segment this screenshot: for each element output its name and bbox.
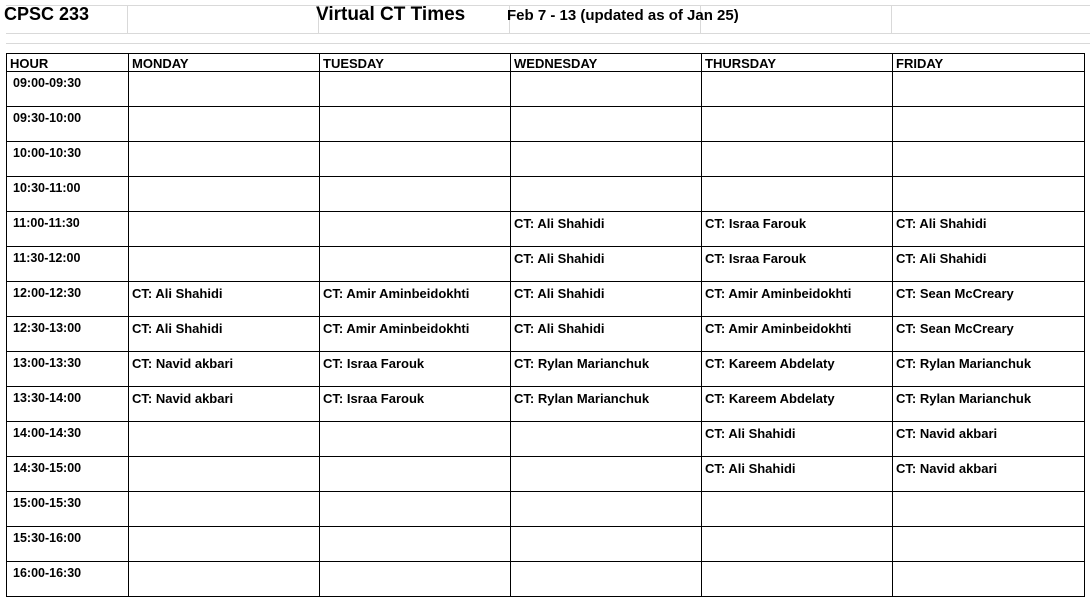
table-row	[7, 107, 1085, 142]
cell-tuesday[interactable]	[320, 107, 511, 142]
cell-thursday[interactable]	[702, 492, 893, 527]
cell-tuesday[interactable]	[320, 212, 511, 247]
cell-tuesday[interactable]	[320, 72, 511, 107]
cell-friday[interactable]: CT: Rylan Marianchuk	[893, 387, 1085, 422]
table-row	[7, 527, 1085, 562]
hour-cell[interactable]: 12:30-13:00	[7, 317, 129, 352]
cell-monday[interactable]: CT: Ali Shahidi	[129, 317, 320, 352]
date-range: Feb 7 - 13 (updated as of Jan 25)	[507, 7, 739, 24]
cell-thursday[interactable]	[702, 177, 893, 212]
cell-tuesday[interactable]	[320, 527, 511, 562]
table-row	[7, 142, 1085, 177]
column-header-hour[interactable]: HOUR	[7, 54, 129, 72]
cell-wednesday[interactable]	[511, 107, 702, 142]
table-row	[7, 282, 1085, 317]
cell-monday[interactable]: CT: Navid akbari	[129, 387, 320, 422]
hour-cell[interactable]: 13:00-13:30	[7, 352, 129, 387]
column-header-wednesday[interactable]: WEDNESDAY	[511, 54, 702, 72]
cell-tuesday[interactable]	[320, 562, 511, 597]
table-row	[7, 212, 1085, 247]
table-row	[7, 492, 1085, 527]
cell-thursday[interactable]	[702, 72, 893, 107]
cell-monday[interactable]	[129, 527, 320, 562]
cell-monday[interactable]	[129, 107, 320, 142]
cell-tuesday[interactable]	[320, 247, 511, 282]
cell-thursday[interactable]	[702, 107, 893, 142]
cell-tuesday[interactable]	[320, 177, 511, 212]
cell-tuesday[interactable]: CT: Amir Aminbeidokhti	[320, 282, 511, 317]
hour-cell[interactable]: 11:30-12:00	[7, 247, 129, 282]
cell-thursday[interactable]	[702, 562, 893, 597]
cell-wednesday[interactable]	[511, 527, 702, 562]
hour-cell[interactable]: 16:00-16:30	[7, 562, 129, 597]
grid-line	[6, 33, 1090, 34]
hour-cell[interactable]: 09:00-09:30	[7, 72, 129, 107]
column-header-thursday[interactable]: THURSDAY	[702, 54, 893, 72]
cell-wednesday[interactable]: CT: Ali Shahidi	[511, 317, 702, 352]
cell-tuesday[interactable]	[320, 457, 511, 492]
cell-wednesday[interactable]	[511, 422, 702, 457]
table-row	[7, 562, 1085, 597]
hour-cell[interactable]: 15:00-15:30	[7, 492, 129, 527]
cell-thursday[interactable]	[702, 527, 893, 562]
table-row	[7, 247, 1085, 282]
table-row	[7, 457, 1085, 492]
page-title: Virtual CT Times	[316, 4, 466, 25]
cell-friday[interactable]	[893, 177, 1085, 212]
cell-thursday[interactable]: CT: Amir Aminbeidokhti	[702, 282, 893, 317]
cell-thursday[interactable]: CT: Ali Shahidi	[702, 422, 893, 457]
cell-wednesday[interactable]	[511, 457, 702, 492]
cell-tuesday[interactable]: CT: Israa Farouk	[320, 387, 511, 422]
cell-monday[interactable]	[129, 422, 320, 457]
cell-monday[interactable]: CT: Navid akbari	[129, 352, 320, 387]
hour-cell[interactable]: 09:30-10:00	[7, 107, 129, 142]
cell-thursday[interactable]: CT: Israa Farouk	[702, 247, 893, 282]
title-cell-f[interactable]	[892, 6, 1090, 34]
cell-wednesday[interactable]	[511, 177, 702, 212]
table-row	[7, 177, 1085, 212]
title-cell-b[interactable]	[128, 6, 319, 34]
cell-wednesday[interactable]: CT: Ali Shahidi	[511, 212, 702, 247]
course-code: CPSC 233	[4, 4, 90, 24]
hour-cell[interactable]: 14:00-14:30	[7, 422, 129, 457]
cell-friday[interactable]: CT: Ali Shahidi	[893, 247, 1085, 282]
cell-tuesday[interactable]	[320, 492, 511, 527]
hour-cell[interactable]: 10:30-11:00	[7, 177, 129, 212]
cell-friday[interactable]	[893, 562, 1085, 597]
table-row	[7, 387, 1085, 422]
hour-cell[interactable]: 11:00-11:30	[7, 212, 129, 247]
cell-wednesday[interactable]: CT: Rylan Marianchuk	[511, 352, 702, 387]
grid-line	[6, 43, 1090, 44]
cell-friday[interactable]: CT: Navid akbari	[893, 457, 1085, 492]
column-header-monday[interactable]: MONDAY	[129, 54, 320, 72]
cell-friday[interactable]: CT: Sean McCreary	[893, 317, 1085, 352]
cell-monday[interactable]	[129, 457, 320, 492]
cell-monday[interactable]	[129, 142, 320, 177]
cell-wednesday[interactable]	[511, 142, 702, 177]
cell-friday[interactable]: CT: Sean McCreary	[893, 282, 1085, 317]
cell-friday[interactable]	[893, 527, 1085, 562]
header-row	[7, 54, 1085, 72]
cell-thursday[interactable]: CT: Kareem Abdelaty	[702, 387, 893, 422]
cell-thursday[interactable]: CT: Kareem Abdelaty	[702, 352, 893, 387]
cell-wednesday[interactable]	[511, 562, 702, 597]
cell-tuesday[interactable]: CT: Israa Farouk	[320, 352, 511, 387]
cell-wednesday[interactable]	[511, 492, 702, 527]
cell-wednesday[interactable]: CT: Ali Shahidi	[511, 247, 702, 282]
cell-tuesday[interactable]	[320, 142, 511, 177]
table-row	[7, 72, 1085, 107]
cell-friday[interactable]	[893, 72, 1085, 107]
cell-friday[interactable]	[893, 107, 1085, 142]
schedule-table	[6, 53, 1085, 597]
hour-cell[interactable]: 13:30-14:00	[7, 387, 129, 422]
cell-thursday[interactable]: CT: Israa Farouk	[702, 212, 893, 247]
hour-cell[interactable]: 14:30-15:00	[7, 457, 129, 492]
cell-friday[interactable]: CT: Navid akbari	[893, 422, 1085, 457]
cell-monday[interactable]	[129, 177, 320, 212]
cell-tuesday[interactable]	[320, 422, 511, 457]
cell-monday[interactable]: CT: Ali Shahidi	[129, 282, 320, 317]
cell-friday[interactable]	[893, 142, 1085, 177]
cell-monday[interactable]	[129, 247, 320, 282]
cell-monday[interactable]	[129, 492, 320, 527]
cell-thursday[interactable]: CT: Ali Shahidi	[702, 457, 893, 492]
hour-cell[interactable]: 15:30-16:00	[7, 527, 129, 562]
column-header-friday[interactable]: FRIDAY	[893, 54, 1085, 72]
cell-friday[interactable]: CT: Rylan Marianchuk	[893, 352, 1085, 387]
cell-thursday[interactable]: CT: Amir Aminbeidokhti	[702, 317, 893, 352]
cell-tuesday[interactable]: CT: Amir Aminbeidokhti	[320, 317, 511, 352]
cell-monday[interactable]	[129, 212, 320, 247]
table-row	[7, 352, 1085, 387]
cell-monday[interactable]	[129, 562, 320, 597]
cell-wednesday[interactable]: CT: Rylan Marianchuk	[511, 387, 702, 422]
column-header-tuesday[interactable]: TUESDAY	[320, 54, 511, 72]
hour-cell[interactable]: 12:00-12:30	[7, 282, 129, 317]
cell-wednesday[interactable]: CT: Ali Shahidi	[511, 282, 702, 317]
cell-monday[interactable]	[129, 72, 320, 107]
hour-cell[interactable]: 10:00-10:30	[7, 142, 129, 177]
table-row	[7, 422, 1085, 457]
cell-thursday[interactable]	[702, 142, 893, 177]
cell-friday[interactable]: CT: Ali Shahidi	[893, 212, 1085, 247]
cell-wednesday[interactable]	[511, 72, 702, 107]
table-row	[7, 317, 1085, 352]
cell-friday[interactable]	[893, 492, 1085, 527]
